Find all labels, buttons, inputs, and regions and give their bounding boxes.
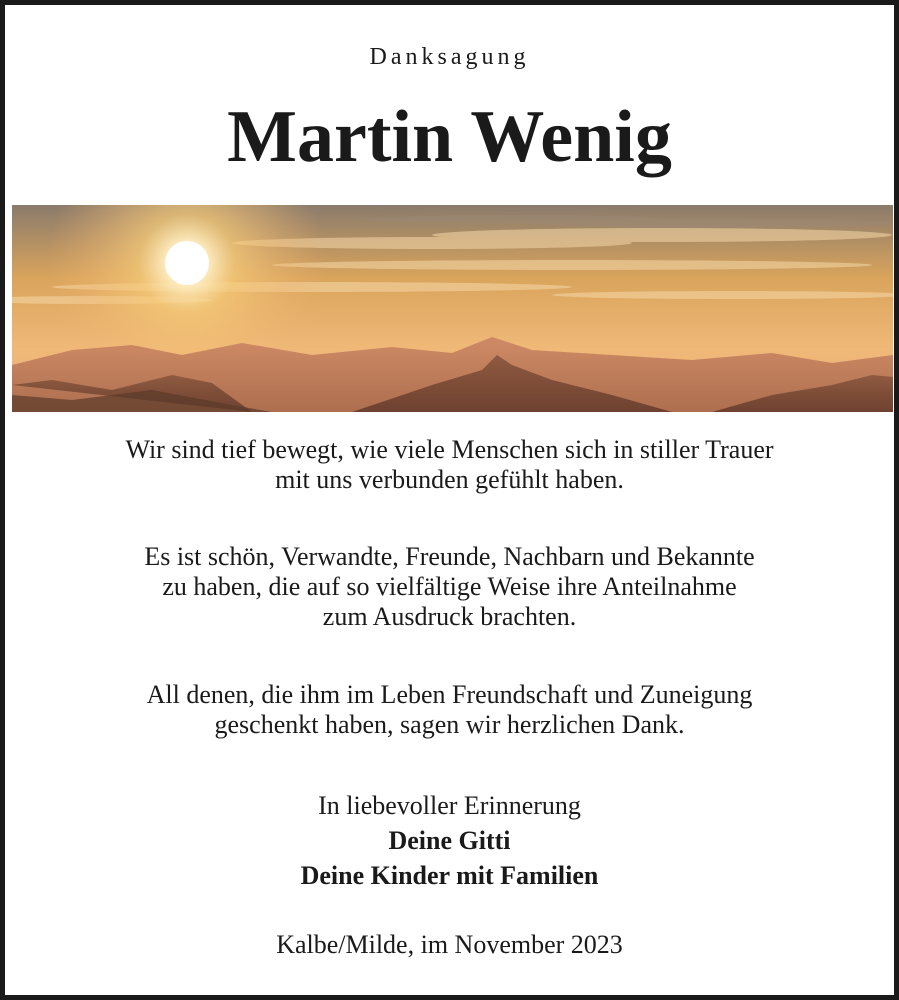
paragraph-1 [5, 435, 894, 495]
paragraph-1-line-2: mit uns verbunden gefühlt haben. [275, 465, 624, 494]
signature-block [5, 788, 894, 893]
paragraph-3-line-2: geschenkt haben, sagen wir herzlichen Dank. [214, 710, 685, 739]
signature-name-2: Deine Kinder mit Familien [300, 861, 599, 890]
paragraph-2 [5, 542, 894, 632]
paragraph-2-line-3: zum Ausdruck brachten. [322, 602, 577, 631]
place-and-date: Kalbe/Milde, im November 2023 [276, 930, 623, 959]
paragraph-2-line-1: Es ist schön, Verwandte, Freunde, Nachbarn und Bekannte [144, 542, 755, 571]
sunset-mountain-image [12, 205, 893, 412]
deceased-name: Martin Wenig [227, 96, 672, 178]
paragraph-1-line-1: Wir sind tief bewegt, wie viele Menschen sich in stiller Trauer [125, 435, 774, 464]
paragraph-2-line-2: zu haben, die auf so vielfältige Weise ihre Anteilnahme [162, 572, 737, 601]
signature-intro: In liebevoller Erinnerung [318, 791, 581, 820]
paragraph-3 [5, 680, 894, 740]
notice-heading: Danksagung [369, 44, 530, 70]
paragraph-3-line-1: All denen, die ihm im Leben Freundschaft und Zuneigung [146, 680, 753, 709]
signature-name-1: Deine Gitti [388, 826, 511, 855]
